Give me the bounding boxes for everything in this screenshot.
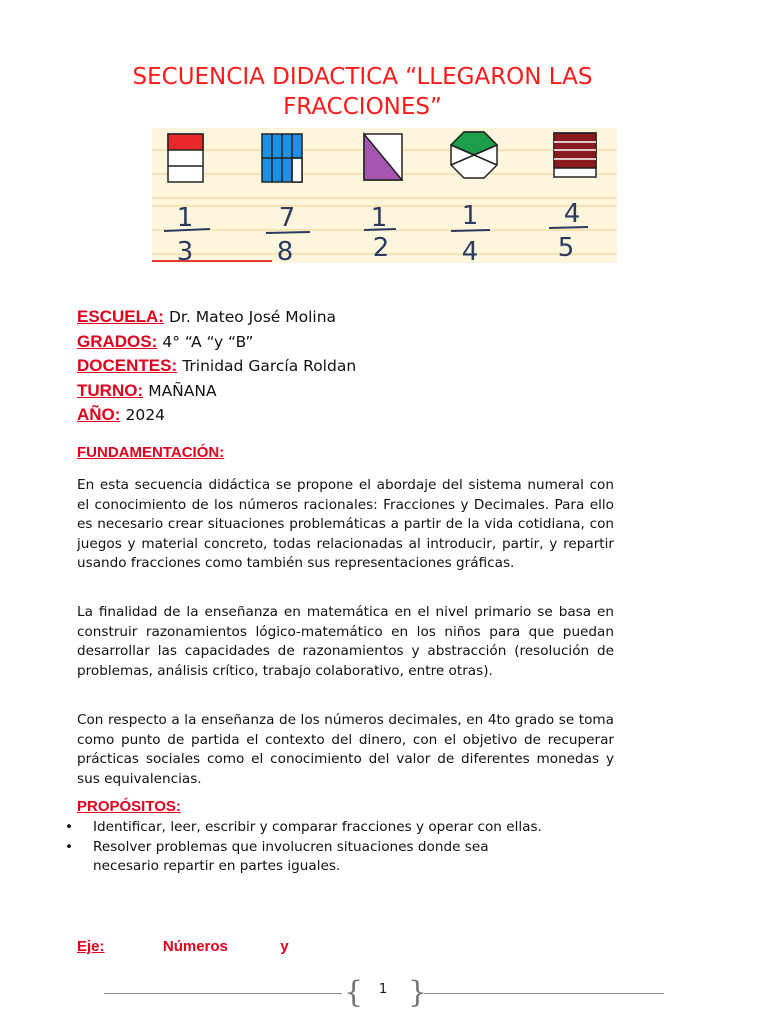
fraction-denominator: 8 [276,237,294,263]
one-quarter-shape-icon [451,132,497,178]
fraction-numerator: 1 [370,203,388,233]
fraction-numerator: 7 [278,203,296,233]
footer-rule-right [424,993,664,994]
fundamentacion-paragraph-1: En esta secuencia didáctica se propone el abordaje del sistema numeral con el conocimiento de los números racionales: Fracciones y Decimales. Para ello es necesario crear situaciones problemáticas a partir de la vida cotidiana, con juegos y material concreto, todas relacionadas al introducir, partir, y repartir usando fracciones como también sus representaciones gráficas. [77,477,614,571]
eje-word-2: y [280,938,289,955]
shift-line [77,379,356,404]
grades-key: GRADOS: [77,331,158,351]
fundamentacion-paragraph-3: Con respecto a la enseñanza de los números decimales, en 4to grado se toma como punto de partida el contexto del dinero, con el objetivo de recuperar prácticas sociales como el conocimiento del valor de diferentes monedas y sus equivalencias. [77,712,614,787]
bullet-icon: • [65,838,74,855]
school-value: Dr. Mateo José Molina [169,308,337,326]
year-value: 2024 [125,406,165,424]
fraction-denominator: 2 [372,233,390,263]
fraction-denominator: 3 [176,237,194,263]
teachers-value: Trinidad García Roldan [182,357,357,375]
grades-line [77,330,356,355]
bullet-icon: • [65,819,74,835]
one-half-shape-icon [364,134,402,180]
propositos-list [62,818,542,877]
fundamentacion-paragraph-2: La finalidad de la enseñanza en matemática en el nivel primario se basa en construir razonamientos lógico-matemático en los niños para que puedan desarrollar las capacidades de razonamientos y abstracción (resolución de problemas, análisis crítico, trabajo colaborativo, entre otras). [77,604,614,679]
list-item-text: Resolver problemas que involucren situaciones donde sea necesario repartir en partes iguales. [93,838,489,874]
eje-line [77,938,289,955]
fraction-denominator: 5 [557,233,575,263]
list-item-text: Identificar, leer, escribir y comparar fracciones y operar con ellas. [93,819,542,835]
teachers-key: DOCENTES: [77,356,178,375]
footer-rule-left [104,993,342,994]
school-line [77,305,356,330]
seven-eighths-shape-icon [262,134,302,182]
school-info [77,305,356,428]
one-third-shape-icon [168,134,203,182]
fraction-numerator: 1 [176,203,194,233]
year-line [77,403,356,428]
document-title: SECUENCIA DIDACTICA “LLEGARON LAS FRACCIONES” [132,64,593,120]
teachers-line [77,354,356,379]
year-key: AÑO: [77,405,121,424]
list-item [62,838,542,877]
eje-word-1: Números [162,938,228,955]
list-item [62,818,542,838]
shift-key: TURNO: [77,380,144,400]
fractions-illustration [152,128,617,263]
propositos-heading: PROPÓSITOS: [77,798,181,815]
fundamentacion-heading: FUNDAMENTACIÓN: [77,444,225,461]
shift-value: MAÑANA [148,381,217,400]
right-brace-icon: } [408,975,428,1010]
left-brace-icon: { [344,975,364,1010]
fraction-numerator: 1 [461,201,479,231]
fraction-denominator: 4 [461,237,479,263]
school-key: ESCUELA: [77,307,164,326]
grades-value: 4° “A “y “B” [162,332,254,351]
eje-key: Eje: [77,938,105,955]
page-number: 1 [378,982,388,997]
fraction-numerator: 4 [563,199,581,229]
four-fifths-shape-icon [554,133,596,177]
